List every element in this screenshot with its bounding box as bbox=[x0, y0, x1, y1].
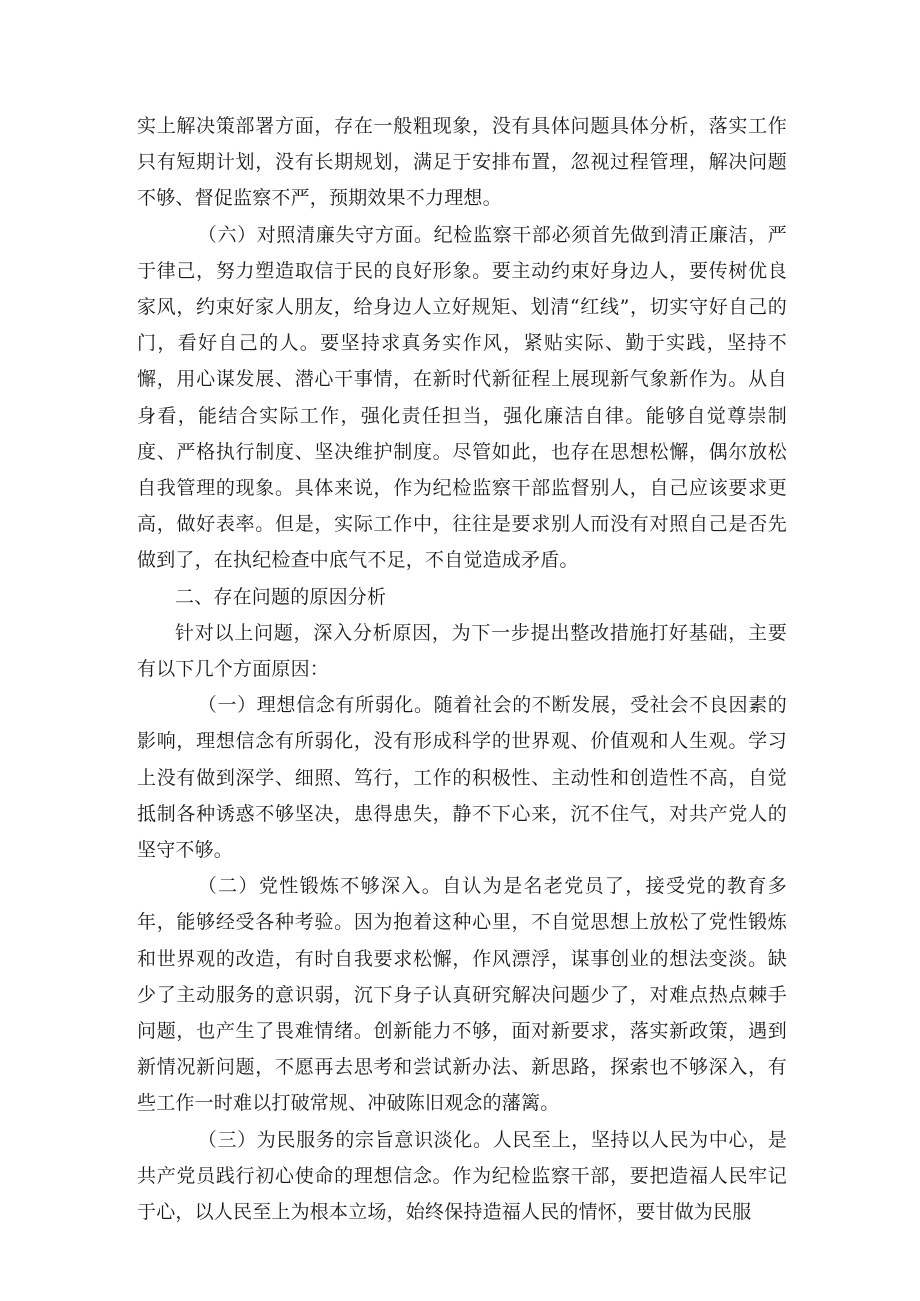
paragraph-continuation: 实上解决策部署方面，存在一般粗现象，没有具体问题具体分析，落实工作只有短期计划，没有长期规划，满足于安排布置，忽视过程管理，解决问题不够、督促监察不严，预期效果不力理想。 bbox=[137, 115, 787, 210]
paragraph-section-six: （六）对照清廉失守方面。纪检监察干部必须首先做到清正廉洁，严于律己，努力塑造取信于民的良好形象。要主动约束好身边人，要传树优良家风，约束好家人朋友，给身边人立好规矩、划清“红线”，切实守好自己的门，看好自己的人。要坚持求真务实作风，紧贴实际、勤于实践，坚持不懈，用心谋发展、潜心干事情，在新时代新征程上展现新气象新作为。从自身看，能结合实际工作，强化责任担当，强化廉洁自律。能够自觉尊崇制度、严格执行制度、坚决维护制度。尽管如此，也存在思想松懈，偶尔放松自我管理的现象。具体来说，作为纪检监察干部监督别人，自己应该要求更高，做好表率。但是，实际工作中，往往是要求别人而没有对照自己是否先做到了，在执纪检查中底气不足，不自觉造成矛盾。 bbox=[137, 223, 787, 572]
paragraph-cause-two: （二）党性锻炼不够深入。自认为是名老党员了，接受党的教育多年，能够经受各种考验。因为抱着这种心里，不自觉思想上放松了党性锻炼和世界观的改造，有时自我要求松懈，作风漂浮，谋事创业的想法变淡。缺少了主动服务的意识弱，沉下身子认真研究解决问题少了，对难点热点棘手问题，也产生了畏难情绪。创新能力不够，面对新要求，落实新政策，遇到新情况新问题，不愿再去思考和尝试新办法、新思路，探索也不够深入，有些工作一时难以打破常规、冲破陈旧观念的藩篱。 bbox=[137, 875, 787, 1115]
document-body bbox=[137, 108, 787, 1230]
section-heading-cause-analysis: 二、存在问题的原因分析 bbox=[175, 585, 387, 608]
paragraph-cause-one: （一）理想信念有所弱化。随着社会的不断发展，受社会不良因素的影响，理想信念有所弱化，没有形成科学的世界观、价值观和人生观。学习上没有做到深学、细照、笃行，工作的积极性、主动性和创造性不高，自觉抵制各种诱惑不够坚决，患得患失，静不下心来，沉不住气，对共产党人的坚守不够。 bbox=[137, 694, 787, 862]
paragraph-intro: 针对以上问题，深入分析原因，为下一步提出整改措施打好基础，主要有以下几个方面原因： bbox=[137, 621, 787, 681]
paragraph-cause-three: （三）为民服务的宗旨意识淡化。人民至上，坚持以人民为中心，是共产党员践行初心使命的理想信念。作为纪检监察干部，要把造福人民牢记于心，以人民至上为根本立场，始终保持造福人民的情怀，要甘做为民服 bbox=[137, 1128, 787, 1224]
